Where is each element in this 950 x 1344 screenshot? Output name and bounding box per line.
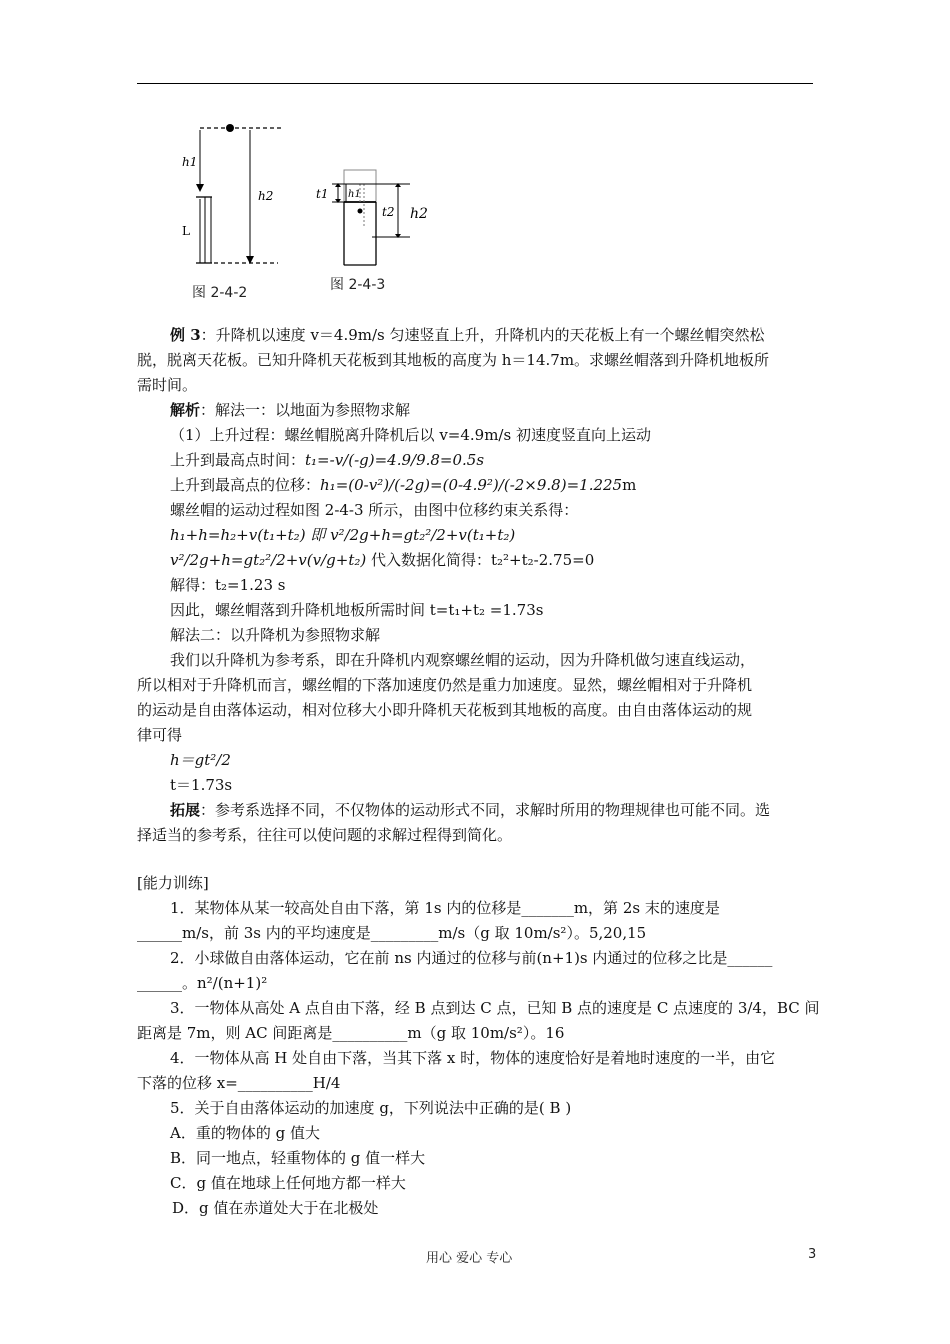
option-a: A．重的物体的 g 值大 bbox=[170, 1124, 320, 1142]
analysis-step8: 因此，螺丝帽落到升降机地板所需时间 t=t₁+t₂ =1.73s bbox=[170, 601, 544, 619]
analysis-method2: 解法二：以升降机为参照物求解 bbox=[170, 626, 381, 644]
training-title: [能力训练] bbox=[137, 874, 209, 892]
extension-text1: ：参考系选择不同，不仅物体的运动形式不同，求解时所用的物理规律也可能不同。选 bbox=[200, 801, 771, 819]
analysis-step6 bbox=[170, 549, 594, 571]
analysis-step7: 解得：t₂=1.23 s bbox=[170, 576, 286, 594]
fig2-label-h2: h2 bbox=[410, 206, 428, 222]
option-c: C．g 值在地球上任何地方都一样大 bbox=[170, 1174, 406, 1192]
analysis-step4: 螺丝帽的运动过程如图 2-4-3 所示，由图中位移约束关系得： bbox=[170, 501, 579, 519]
fig1-label-h1: h1 bbox=[182, 155, 198, 169]
fig2-label-t2: t2 bbox=[382, 205, 395, 219]
fig2-label-t1: t1 bbox=[316, 187, 329, 201]
question3-line1: 3．一物体从高处 A 点自由下落，经 B 点到达 C 点，已知 B 点的速度是 C 点速度的 3/4，BC 间 bbox=[170, 999, 820, 1017]
question1-line2: ______m/s，前 3s 内的平均速度是_________m/s（g 取 10m/s²）。5,20,15 bbox=[137, 924, 647, 942]
method2-para3: 的运动是自由落体运动，相对位移大小即升降机天花板到其地板的高度。由自由落体运动的规 bbox=[137, 701, 753, 719]
extension-line1 bbox=[170, 799, 770, 821]
example3-title: 例 3 bbox=[170, 326, 201, 344]
figure-caption-2-4-2: 图 2-4-2 bbox=[192, 285, 248, 301]
analysis-heading bbox=[170, 399, 410, 421]
figure-2-4-2-diagram bbox=[170, 118, 450, 303]
figures bbox=[170, 118, 450, 303]
method2-para1: 我们以升降机为参考系，即在升降机内观察螺丝帽的运动，因为升降机做匀速直线运动， bbox=[170, 651, 756, 669]
step6-formula: v²/2g+h=gt₂²/2+v(v/g+t₂) bbox=[170, 551, 367, 569]
question3-line2: 距离是 7m，则 AC 间距离是__________m（g 取 10m/s²）。16 bbox=[137, 1024, 565, 1042]
question5: 5．关于自由落体运动的加速度 g，下列说法中正确的是( B ) bbox=[170, 1099, 572, 1117]
analysis-step5: h₁+h=h₂+v(t₁+t₂) 即 v²/2g+h=gt₂²/2+v(t₁+t₂) bbox=[170, 526, 516, 544]
question2-line2: ______。n²/(n+1)² bbox=[137, 974, 268, 992]
analysis-title: 解析 bbox=[170, 401, 201, 419]
page-number: 3 bbox=[808, 1247, 817, 1262]
step3-text: 上升到最高点的位移： bbox=[170, 476, 321, 494]
extension-line2: 择适当的参考系，往往可以使问题的求解过程得到简化。 bbox=[137, 826, 513, 844]
step6-text: 代入数据化简得：t₂²+t₂-2.75=0 bbox=[366, 551, 595, 569]
step2-formula: t₁=-v/(-g)=4.9/9.8=0.5s bbox=[305, 451, 485, 469]
fig2-label-h1: h1 bbox=[348, 189, 361, 200]
question4-line2: 下落的位移 x=__________H/4 bbox=[137, 1074, 341, 1092]
question2-line1: 2．小球做自由落体运动，它在前 ns 内通过的位移与前(n+1)s 内通过的位移之比是______ bbox=[170, 949, 773, 967]
analysis-method1: ：解法一：以地面为参照物求解 bbox=[200, 401, 411, 419]
analysis-step1: （1）上升过程：螺丝帽脱离升降机后以 v=4.9m/s 初速度竖直向上运动 bbox=[170, 426, 651, 444]
equation-h: h＝gt²/2 bbox=[170, 751, 231, 769]
question1-line1: 1．某物体从某一较高处自由下落，第 1s 内的位移是_______m，第 2s 末的速度是 bbox=[170, 899, 720, 917]
step3-unit: m bbox=[622, 476, 637, 494]
example3-line3: 需时间。 bbox=[137, 376, 198, 394]
footer-motto: 用心 爱心 专心 bbox=[426, 1251, 513, 1266]
figure-caption-2-4-3: 图 2-4-3 bbox=[330, 277, 386, 293]
example3-text1: ：升降机以速度 v＝4.9m/s 匀速竖直上升，升降机内的天花板上有一个螺丝帽突然松 bbox=[200, 326, 765, 344]
option-d: D．g 值在赤道处大于在北极处 bbox=[172, 1199, 379, 1217]
method2-para2: 所以相对于升降机而言，螺丝帽的下落加速度仍然是重力加速度。显然，螺丝帽相对于升降机 bbox=[137, 676, 753, 694]
header-rule bbox=[137, 83, 813, 84]
example3-line2: 脱，脱离天花板。已知升降机天花板到其地板的高度为 h＝14.7m。求螺丝帽落到升降机地板所 bbox=[137, 351, 770, 369]
extension-title: 拓展 bbox=[170, 801, 201, 819]
fig1-label-h2: h2 bbox=[258, 189, 274, 203]
fig1-label-l: L bbox=[182, 224, 190, 238]
analysis-step2 bbox=[170, 449, 484, 471]
example3-line1 bbox=[170, 324, 765, 346]
step3-formula: h₁=(0-v²)/(-2g)=(0-4.9²)/(-2×9.8)=1.225 bbox=[320, 476, 623, 494]
equation-t: t＝1.73s bbox=[170, 776, 233, 794]
question4-line1: 4．一物体从高 H 处自由下落，当其下落 x 时，物体的速度恰好是着地时速度的一半，由它 bbox=[170, 1049, 776, 1067]
option-b: B．同一地点，轻重物体的 g 值一样大 bbox=[170, 1149, 426, 1167]
step2-text: 上升到最高点时间： bbox=[170, 451, 306, 469]
analysis-step3 bbox=[170, 474, 636, 496]
method2-para4: 律可得 bbox=[137, 726, 183, 744]
